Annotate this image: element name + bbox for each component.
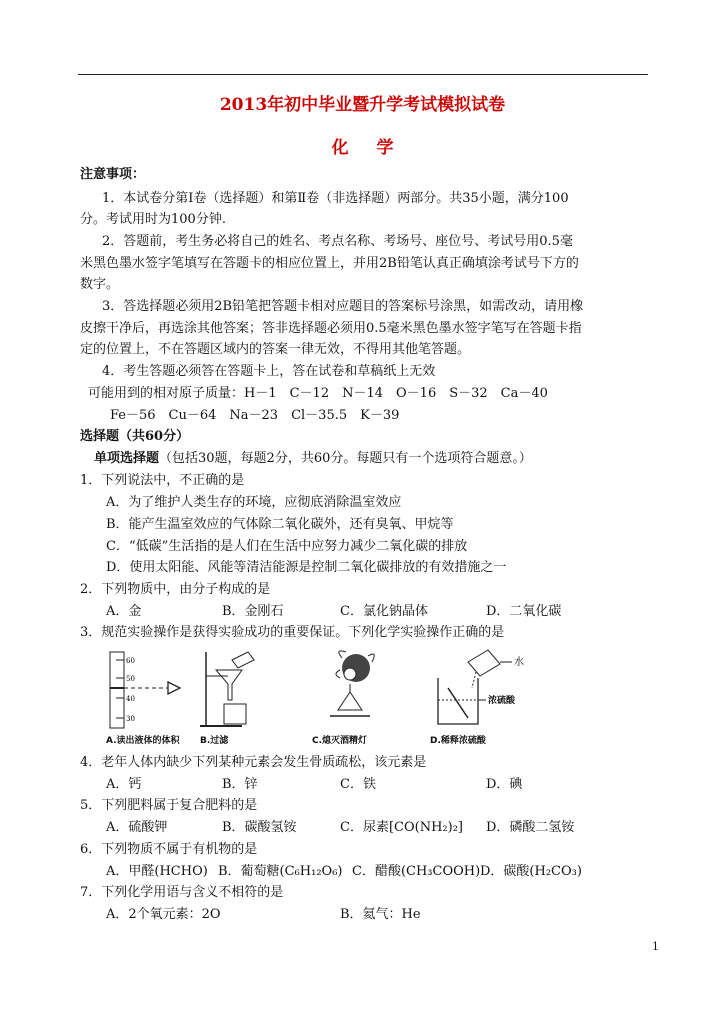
question-stem: 7．下列化学用语与含义不相符的是	[80, 885, 284, 900]
option-b: B．锌	[222, 777, 258, 792]
option-a: A．金	[106, 604, 142, 619]
section-instructions	[94, 450, 532, 468]
question-stem: 5．下列肥料属于复合肥料的是	[80, 798, 258, 813]
option-c: C．醋酸(CH₃COOH)	[352, 864, 481, 879]
figure-caption: D.稀释浓硫酸	[430, 736, 486, 746]
option-b: B．金刚石	[222, 604, 284, 619]
label-water: 水	[514, 657, 524, 668]
option-c: C．氯化钠晶体	[340, 604, 428, 619]
figure-caption: C.熄灭酒精灯	[312, 736, 368, 746]
notice-line: 米黑色墨水签字笔填写在答题卡的相应位置上，并用2B铅笔认真正确填涂考试号下方的	[80, 256, 579, 271]
option-a: A．为了维护人类生存的环境，应彻底消除温室效应	[106, 495, 402, 510]
notice-line: 皮擦干净后，再选涂其他答案；答非选择题必须用0.5毫米黑色墨水签字笔写在答题卡指	[80, 321, 582, 336]
atomic-masses: Fe－56 Cu－64 Na－23 Cl－35.5 K－39	[110, 408, 400, 423]
label-concentrated-acid: 浓硫酸	[488, 696, 516, 706]
option-b: B．氦气：He	[340, 907, 421, 922]
top-rule	[78, 74, 648, 75]
page-number: 1	[652, 940, 659, 953]
notice-line: 4．考生答题必须答在答题卡上，答在试卷和草稿纸上无效	[102, 364, 436, 379]
tick-label: 40	[126, 695, 135, 703]
option-d: D．二氧化碳	[486, 604, 562, 619]
option-b: B．碳酸氢铵	[222, 820, 297, 835]
option-a: A．甲醛(HCHO)	[106, 864, 208, 879]
atomic-masses: 可能用到的相对原子质量：H－1 C－12 N－14 O－16 S－32 Ca－40	[88, 386, 548, 401]
question-stem: 6．下列物质不属于有机物的是	[80, 842, 258, 857]
option-a: A．2个氧元素：2O	[106, 907, 221, 922]
option-b: B．能产生温室效应的气体除二氧化碳外，还有臭氧、甲烷等	[106, 517, 454, 532]
option-d: D．碘	[486, 777, 523, 792]
notice-heading: 注意事项：	[80, 167, 146, 182]
section-subtext: （包括30题，每题2分，共60分。每题只有一个选项符合题意。）	[159, 451, 532, 466]
figure-dilute-acid	[428, 648, 538, 748]
notice-line: 2．答题前，考生务必将自己的姓名、考点名称、考场号、座位号、考试号用0.5毫	[102, 234, 573, 249]
notice-line: 1．本试卷分第Ⅰ卷（选择题）和第Ⅱ卷（非选择题）两部分。共35小题，满分100	[102, 191, 569, 206]
option-d: D．碳酸(H₂CO₃)	[480, 864, 582, 879]
tick-label: 50	[126, 675, 135, 683]
option-c: C．尿素[CO(NH₂)₂]	[340, 820, 463, 835]
option-d: D．磷酸二氢铵	[486, 820, 575, 835]
figure-filtration	[198, 648, 278, 748]
option-b: B．葡萄糖(C₆H₁₂O₆)	[218, 864, 343, 879]
question-stem: 1．下列说法中，不正确的是	[80, 473, 245, 488]
tick-label: 30	[126, 715, 135, 723]
notice-line: 3．答选择题必须用2B铅笔把答题卡相对应题目的答案标号涂黑，如需改动，请用橡	[102, 299, 584, 314]
notice-line: 数字。	[80, 277, 120, 292]
tick-label: 60	[126, 657, 135, 665]
figure-alcohol-lamp	[310, 648, 390, 748]
question-stem: 3．规范实验操作是获得实验成功的重要保证。下列化学实验操作正确的是	[80, 625, 505, 640]
option-c: C．“低碳”生活指的是人们在生活中应努力减少二氧化碳的排放	[106, 539, 468, 554]
figure-caption: B.过滤	[200, 736, 229, 746]
question-stem: 4．老年人体内缺少下列某种元素会发生骨质疏松，该元素是	[80, 755, 427, 770]
subject-title: 化学	[331, 138, 422, 158]
option-a: A．硫酸钾	[106, 820, 168, 835]
section-heading: 选择题（共60分）	[80, 429, 190, 444]
exam-title: 2013年初中毕业暨升学考试模拟试卷	[219, 95, 506, 115]
option-c: C．铁	[340, 777, 376, 792]
option-a: A．钙	[106, 777, 142, 792]
notice-line: 定的位置上，不在答题区域内的答案一律无效，不得用其他笔答题。	[80, 342, 471, 357]
figure-caption: A.读出液体的体积	[106, 736, 180, 746]
notice-line: 分。考试用时为100分钟.	[80, 212, 226, 227]
section-subheading: 单项选择题	[94, 451, 160, 466]
option-d: D．使用太阳能、风能等清洁能源是控制二氧化碳排放的有效措施之一	[106, 560, 507, 575]
question-stem: 2．下列物质中，由分子构成的是	[80, 582, 271, 597]
